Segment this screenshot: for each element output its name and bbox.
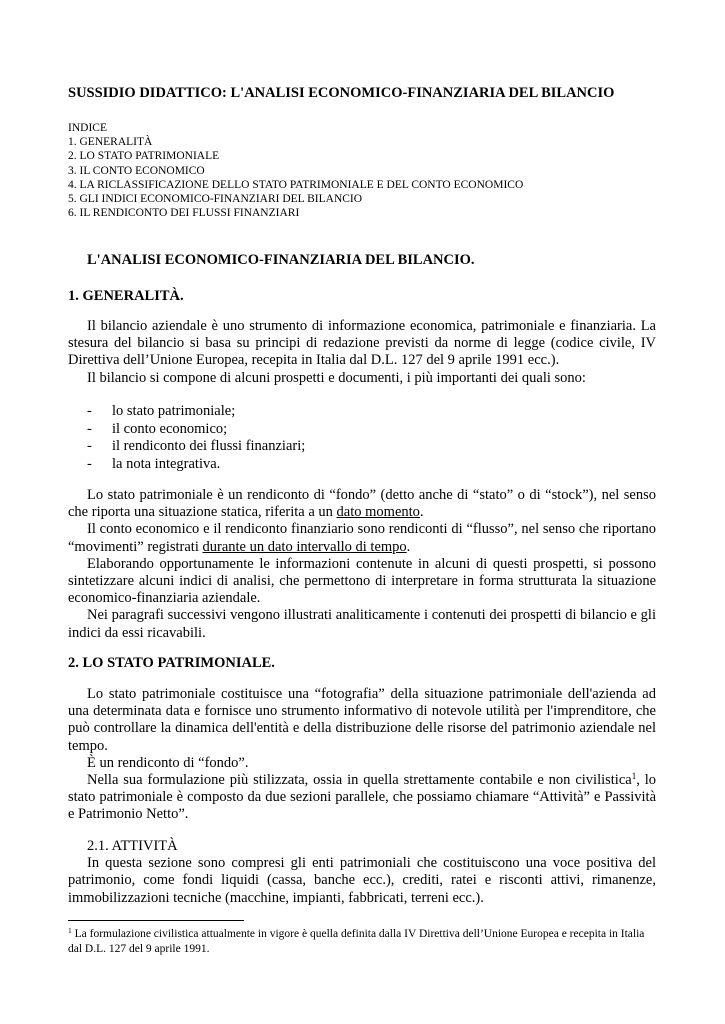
subsection-heading-attivita: 2.1. ATTIVITÀ [87,838,178,854]
footnote-reference[interactable]: 1 [631,771,637,782]
document-title: SUSSIDIO DIDATTICO: L'ANALISI ECONOMICO-FINANZIARIA DEL BILANCIO [68,85,615,101]
toc-item: 1. GENERALITÀ [68,136,153,149]
section-heading-generalita: 1. GENERALITÀ. [68,288,184,304]
section2-body [68,686,656,824]
list-item: - lo stato patrimoniale; [87,403,236,419]
section-heading-stato-patrimoniale: 2. LO STATO PATRIMONIALE. [68,655,275,671]
toc-item: 4. LA RICLASSIFICAZIONE DELLO STATO PATRIMONIALE E DEL CONTO ECONOMICO [68,178,524,191]
table-of-contents [68,121,523,220]
list-item: - il rendiconto dei flussi finanziari; [87,438,306,455]
section1-body [68,487,656,642]
paragraph: Il conto economico e il rendiconto finanziario sono rendiconti di “flusso”, nel senso che riportano “movimenti” registrati durante un dato intervallo di tempo. [68,521,656,555]
bilancio-documents-list [68,403,305,473]
footnote-mark: 1 [68,926,72,935]
section2-1 [68,838,656,907]
toc-item: 2. LO STATO PATRIMONIALE [68,150,220,163]
paragraph: Elaborando opportunamente le informazioni contenute in alcuni di questi prospetti, si possono sintetizzare alcuni indici di analisi, che permettono di interpretare in forma strutturata la situazione economico-finanziaria aziendale. [68,555,656,607]
paragraph: Lo stato patrimoniale costituisce una “fotografia” della situazione patrimoniale dell'azienda ad una determinata data e fornisce uno strumento informativo di notevole utilità per l'imprenditore, che può controllare la dinamica dell'entità e della distribuzione delle risorse del patrimonio aziendale nel tempo. [68,686,656,754]
section1-intro [68,318,656,387]
paragraph: Il bilancio si compone di alcuni prospetti e documenti, i più importanti dei quali sono: [87,369,586,386]
paragraph: Nei paragrafi successivi vengono illustrati analiticamente i contenuti dei prospetti di bilancio e gli indici da essi ricavabili. [68,607,656,641]
footnote-separator [68,920,244,921]
main-heading: L'ANALISI ECONOMICO-FINANZIARIA DEL BILANCIO. [87,252,475,268]
paragraph: È un rendiconto di “fondo”. [87,754,249,771]
toc-item: 3. IL CONTO ECONOMICO [68,164,205,177]
footnote: $^1$ La formulazione civilistica attualmente in vigore è quella definita dalla IV Direttiva dell’Unione Europea e recepita in Italia dal D.L. 127 del 9 aprile 1991. [68,926,645,955]
paragraph: Il bilancio aziendale è uno strumento di informazione economica, patrimoniale e finanziaria. La stesura del bilancio si basa su principi di redazione previsti da norme di legge (codice civile, IV Direttiva dell’Unione Europea, recepita in Italia dal D.L. 127 del 9 aprile 1991 ecc.). [68,318,656,369]
toc-heading: INDICE [68,122,107,134]
paragraph: Nella sua formulazione più stilizzata, ossia in quella strettamente contabile e non civilistica$^1$, lo stato patrimoniale è composto da due sezioni parallele, che possiamo chiamare “Attività” e Passività e Patrimonio Netto”. [68,771,656,823]
paragraph: In questa sezione sono compresi gli enti patrimoniali che costituiscono una voce positiva del patrimonio, come fondi liquidi (cassa, banche ecc.), crediti, ratei e risconti attivi, rimanenze, immobilizzazioni tecniche (macchine, impianti, fabbricati, terreni ecc.). [68,855,656,906]
toc-item: 5. GLI INDICI ECONOMICO-FINANZIARI DEL BILANCIO [68,193,363,206]
list-item: - il conto economico; [87,420,228,437]
toc-item: 6. IL RENDICONTO DEI FLUSSI FINANZIARI [68,207,300,220]
list-item: - la nota integrativa. [87,455,221,472]
paragraph: Lo stato patrimoniale è un rendiconto di “fondo” (detto anche di “stato” o di “stock”), nel senso che riporta una situazione statica, riferita a un dato momento. [68,487,656,521]
